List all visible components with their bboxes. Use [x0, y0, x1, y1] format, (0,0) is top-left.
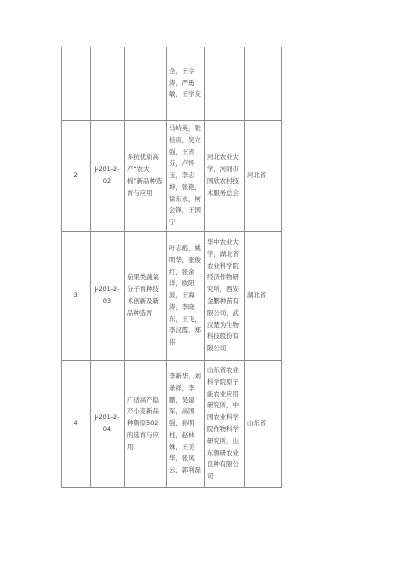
project-code-cell: [93, 121, 121, 231]
people-text: 李新华，刘录祥，李鹏，吴建军，高国强，孙明柱，赵林姝，王美华，张凤云，郭利磊: [169, 371, 201, 475]
row-number-cell: [61, 232, 90, 360]
project-code: J-201-2-04: [94, 413, 120, 433]
project-code-cell: [93, 361, 121, 487]
column-divider: [204, 47, 205, 488]
row-number: 4: [73, 419, 78, 428]
province-cell: [247, 121, 280, 231]
province-cell: [247, 232, 280, 360]
row-number: 3: [73, 291, 78, 300]
project-name-cell: [127, 232, 164, 360]
province-text: 河北省: [247, 171, 267, 180]
project-name: 茄果类蔬菜分子育种技术创新及新品种选育: [127, 273, 159, 317]
column-divider: [90, 47, 91, 488]
awards-table: [61, 47, 282, 488]
row-number: 2: [73, 171, 78, 180]
column-divider: [244, 47, 245, 488]
province-text: 湖北省: [247, 291, 267, 300]
units-cell: [207, 121, 242, 231]
column-divider: [124, 47, 125, 488]
table-border-right: [281, 47, 282, 488]
project-name: 广适高产稳产小麦新品种鲁原502的选育与应用: [127, 395, 159, 451]
people-text: 全，王令涛，严勇敏，王学友: [169, 66, 201, 99]
project-code: J-201-2-02: [94, 165, 120, 185]
people-cell: [169, 361, 202, 487]
units-cell: [207, 232, 242, 360]
project-name: 多抗优质高产“农大棉”新品种选育与应用: [127, 153, 163, 197]
units-cell: [207, 361, 242, 487]
column-divider: [166, 47, 167, 488]
province-cell: [247, 361, 280, 487]
people-cell: [169, 232, 202, 360]
row-number-cell: [61, 121, 90, 231]
row-number-cell: [61, 361, 90, 487]
province-text: 山东省: [247, 419, 267, 428]
units-text: 华中农业大学，湖北省农业科学院经济作物研究所，西安金鹏种苗有限公司，武汉楚为生物科技股份有限公司: [207, 238, 239, 353]
project-name-cell: [127, 121, 164, 231]
people-cell: [169, 121, 202, 231]
project-code-cell: [93, 232, 121, 360]
project-name-cell: [127, 361, 164, 487]
people-text: 马峙英，张桂寅，吴立强，王省芬，卢怀玉，李志坤，张艳，徐东永，柯会锋，王国宁: [169, 123, 201, 227]
table-border-bottom: [61, 487, 282, 488]
people-text: 叶志彪，姚明华，张俊红，张余洋，欧阳波，王海涛，李晓东，王飞，李汉霞，郑伟: [169, 243, 201, 347]
project-code: J-201-2-03: [94, 285, 120, 305]
units-text: 河北农业大学，河间市国欣农村技术服务总会: [207, 153, 239, 197]
people-cell: [169, 47, 203, 120]
units-text: 山东省农业科学院原子能农业应用研究所，中国农业科学院作物科学研究所，山东鲁研农业良种有限公司: [207, 366, 239, 481]
